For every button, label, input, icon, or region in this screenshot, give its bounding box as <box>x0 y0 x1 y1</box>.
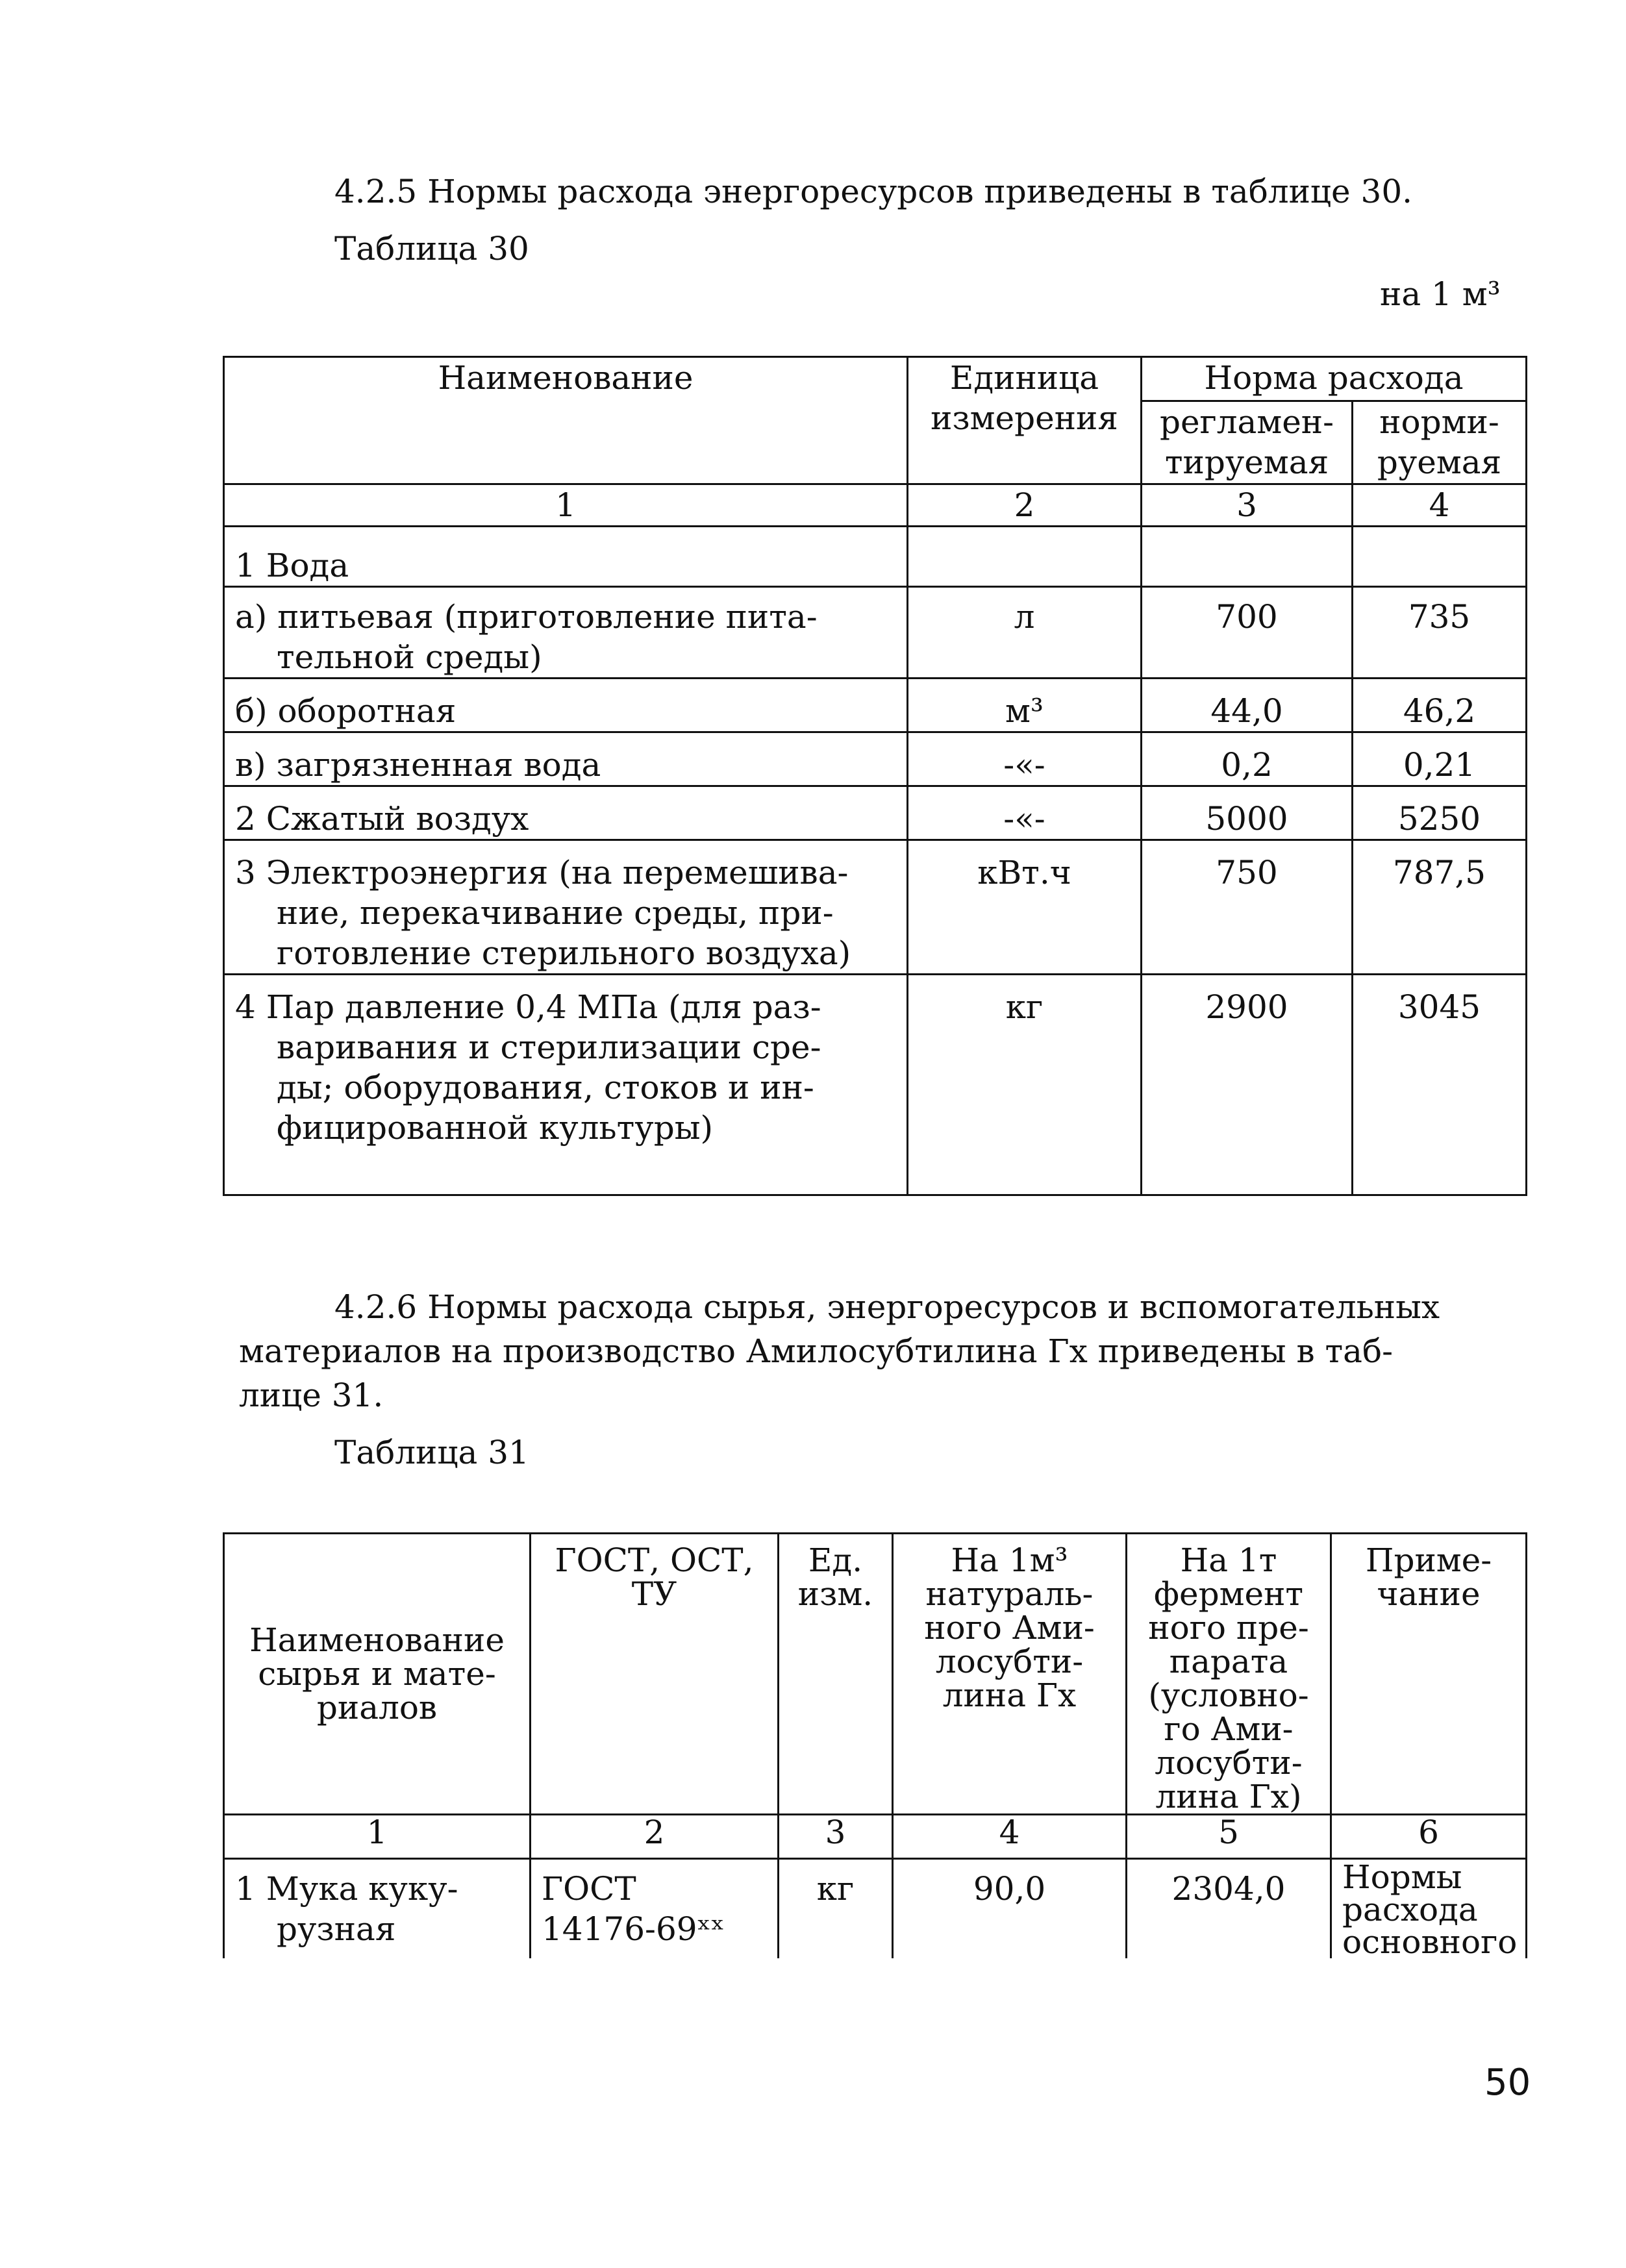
table-row: б) оборотная м³ 44,0 46,2 <box>224 679 1527 732</box>
table30-caption: Таблица 30 <box>334 230 529 268</box>
table-31 <box>223 1532 1527 1961</box>
intro-paragraph-31-line1: 4.2.6 Нормы расхода сырья, энергоресурсов и вспомогательных <box>334 1288 1440 1326</box>
table31-col-name: Наименование сырья и мате- риалов <box>224 1534 531 1815</box>
table31-col-per-t: На 1т фермент ного пре- парата (условно- го Ами- лосубти- лина Гх) <box>1127 1534 1331 1815</box>
table30-col-name: Наименование <box>224 357 908 484</box>
intro-paragraph-31-line3: лице 31. <box>239 1377 384 1414</box>
table30-col-reg: регламен- тируемая <box>1142 401 1353 484</box>
table31-col-per-m3: На 1м³ натураль- ного Ами- лосубти- лина Гх <box>893 1534 1127 1815</box>
table31-number-row: 1 2 3 4 5 6 <box>224 1815 1527 1859</box>
table30-unit-note: на 1 м³ <box>1380 275 1501 313</box>
table31-caption: Таблица 31 <box>334 1434 529 1471</box>
table30-col-unit: Единица измерения <box>908 357 1142 484</box>
table-row: а) питьевая (приготовление пита- тельной среды) л 700 735 <box>224 587 1527 679</box>
table-row: 1 Мука куку- рузная ГОСТ 14176-69ˣˣ кг 90,0 2304,0 Нормы расхода основного <box>224 1859 1527 1959</box>
intro-paragraph-30: 4.2.5 Нормы расхода энергоресурсов приведены в таблице 30. <box>334 173 1413 210</box>
table-row: 2 Сжатый воздух -«- 5000 5250 <box>224 786 1527 840</box>
table-row: 3 Электроэнергия (на перемешива- ние, перекачивание среды, при- готовление стерильного воздуха) кВт.ч 750 787,5 <box>224 840 1527 975</box>
table31-col-gost: ГОСТ, ОСТ, ТУ <box>531 1534 779 1815</box>
intro-paragraph-31-line2: материалов на производство Амилосубтилина Гх приведены в таб- <box>239 1332 1393 1370</box>
table-row: 4 Пар давление 0,4 МПа (для раз- варивания и стерилизации сре- ды; оборудования, стоков и ин- фицированной культуры) кг 2900 3045 <box>224 975 1527 1195</box>
table-row: 1 Вода <box>224 527 1527 587</box>
table30-number-row: 1 2 3 4 <box>224 484 1527 527</box>
page-number: 50 <box>1484 2062 1531 2104</box>
table-row: в) загрязненная вода -«- 0,2 0,21 <box>224 732 1527 786</box>
table30-col-norm: Норма расхода <box>1142 357 1527 401</box>
table30-header-row1 <box>224 357 1527 401</box>
table31-col-unit: Ед. изм. <box>779 1534 893 1815</box>
table31-col-note: Приме- чание <box>1331 1534 1527 1815</box>
table30-col-normed: норми- руемая <box>1353 401 1527 484</box>
table31-header-row <box>224 1534 1527 1815</box>
table-30 <box>223 356 1527 1196</box>
